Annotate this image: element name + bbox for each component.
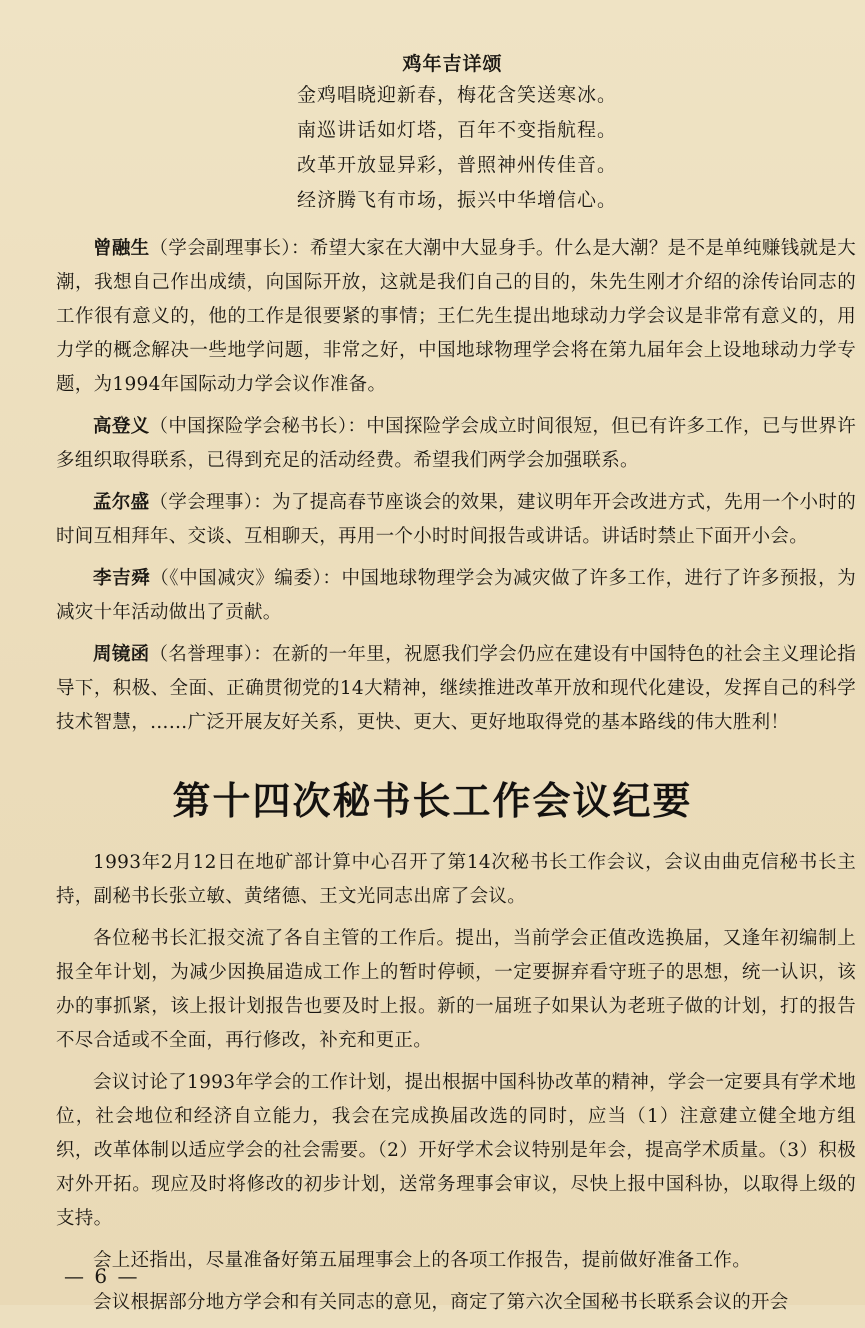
poem-block [0, 50, 865, 218]
speech-text: （名誉理事）：在新的一年里，祝愿我们学会仍应在建设有中国特色的社会主义理论指导下，积极、全面、正确贯彻党的14大精神，继续推进改革开放和现代化建设，发挥自己的科学技术智慧，……广泛开展友好关系，更快、更大、更好地取得党的基本路线的伟大胜利！ [56, 644, 856, 733]
report-paragraph: 会上还指出，尽量准备好第五届理事会上的各项工作报告，提前做好准备工作。 [93, 1250, 752, 1271]
speaker-name: 高登义 [93, 416, 150, 437]
section-title: 第十四次秘书长工作会议纪要 [172, 779, 693, 823]
speech-paragraph [56, 562, 856, 630]
speech-paragraph [56, 410, 856, 478]
speech-text: （中国探险学会秘书长）：中国探险学会成立时间很短，但已有许多工作，已与世界许多组织取得联系，已得到充足的活动经费。希望我们两学会加强联系。 [56, 416, 856, 471]
speech-list [56, 232, 856, 748]
speech-paragraph [56, 638, 856, 740]
speech-paragraph [56, 486, 856, 554]
speaker-name: 李吉舜 [93, 568, 151, 589]
speaker-name: 曾融生 [93, 238, 150, 259]
speech-paragraph [56, 232, 856, 402]
poem-line: 金鸡唱晓迎新春，梅花含笑送寒冰。 [297, 84, 618, 106]
report-paragraph: 1993年2月12日在地矿部计算中心召开了第14次秘书长工作会议，会议由曲克信秘书长主持，副秘书长张立敏、黄绪德、王文光同志出席了会议。 [56, 852, 856, 907]
speaker-name: 周镜函 [93, 644, 150, 665]
speaker-name: 孟尔盛 [93, 492, 150, 513]
poem-title: 鸡年吉详颂 [402, 53, 503, 75]
report-paragraph: 各位秘书长汇报交流了各自主管的工作后。提出，当前学会正值改选换届，又逢年初编制上报全年计划，为减少因换届造成工作上的暂时停顿，一定要摒弃看守班子的思想，统一认识，该办的事抓紧，该上报计划报告也要及时上报。新的一届班子如果认为老班子做的计划，打的报告不尽合适或不全面，再行修改，补充和更正。 [56, 928, 856, 1051]
meeting-report [56, 846, 856, 1328]
speech-text: （学会理事）：为了提高春节座谈会的效果，建议明年开会改进方式，先用一个小时的时间互相拜年、交谈、互相聊天，再用一个小时时间报告或讲话。讲话时禁止下面开小会。 [56, 492, 856, 547]
poem-line: 改革开放显异彩，普照神州传佳音。 [297, 154, 618, 176]
speech-text: （《中国减灾》编委）：中国地球物理学会为减灾做了许多工作，进行了许多预报，为减灾十年活动做出了贡献。 [56, 568, 856, 623]
speech-text: （学会副理事长）：希望大家在大潮中大显身手。什么是大潮？是不是单纯赚钱就是大潮，我想自己作出成绩，向国际开放，这就是我们自己的目的，朱先生刚才介绍的涂传诒同志的工作很有意义的，他的工作是很要紧的事情；王仁先生提出地球动力学会议是非常有意义的，用力学的概念解决一些地学问题，非常之好，中国地球物理学会将在第九届年会上设地球动力学专题，为1994年国际动力学会议作准备。 [56, 238, 856, 395]
poem-line: 南巡讲话如灯塔，百年不变指航程。 [297, 119, 618, 141]
report-paragraph: 会议讨论了1993年学会的工作计划，提出根据中国科协改革的精神，学会一定要具有学术地位，社会地位和经济自立能力，我会在完成换届改选的同时，应当（1）注意建立健全地方组织，改革体制以适应学会的社会需要。（2）开好学术会议特别是年会，提高学术质量。（3）积极对外开拓。现应及时将修改的初步计划，送常务理事会审议，尽快上报中国科协，以取得上级的支持。 [56, 1072, 856, 1229]
poem-line: 经济腾飞有市场，振兴中华增信心。 [297, 189, 618, 211]
page-number: — 6 — [64, 1264, 140, 1288]
report-paragraph: 会议根据部分地方学会和有关同志的意见，商定了第六次全国秘书长联系会议的开会 [93, 1292, 789, 1313]
